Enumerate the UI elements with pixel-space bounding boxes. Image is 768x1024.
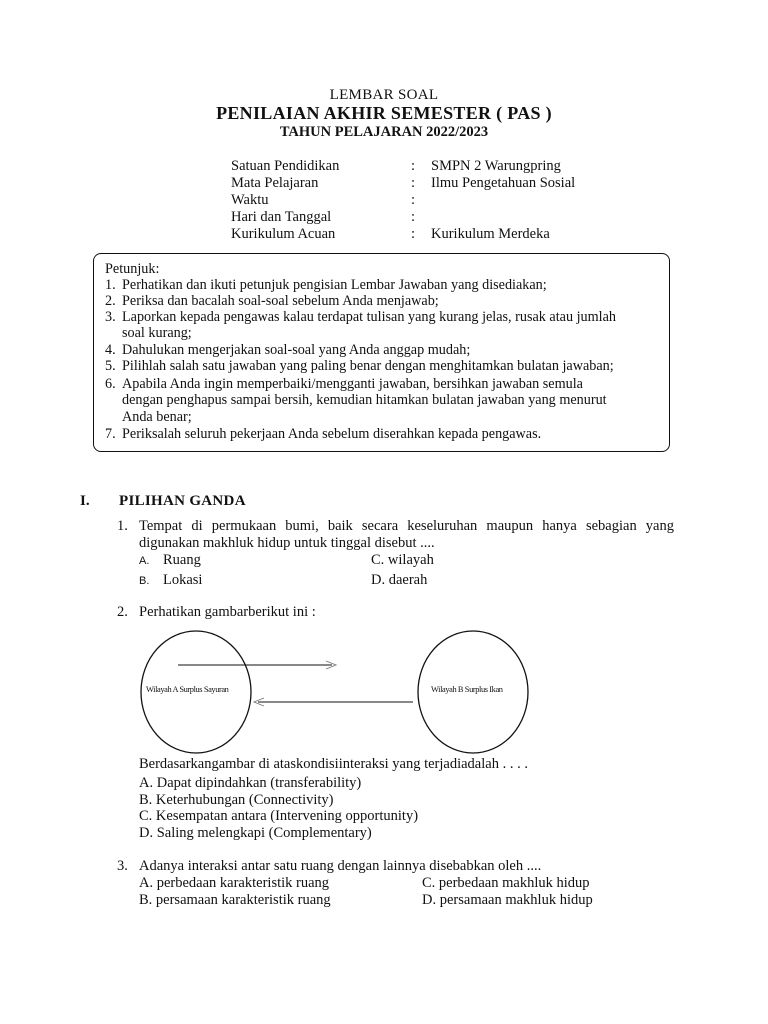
header-title-2: PENILAIAN AKHIR SEMESTER ( PAS ): [216, 103, 552, 123]
question-3-option-b: B. persamaan karakteristik ruang: [139, 892, 331, 908]
question-3-option-d: D. persamaan makhluk hidup: [422, 892, 593, 908]
instruction-num: 5.: [105, 358, 116, 374]
info-label-kurikulum: Kurikulum Acuan: [231, 226, 336, 242]
circle-b-label: Wilayah B Surplus Ikan: [431, 685, 503, 694]
question-2-option-b: B. Keterhubungan (Connectivity): [139, 792, 334, 808]
info-label-waktu: Waktu: [231, 192, 269, 208]
instruction-text: Laporkan kepada pengawas kalau terdapat tulisan yang kurang jelas, rusak atau jumlah: [122, 309, 617, 325]
question-1-option-b: Lokasi: [163, 572, 203, 588]
instruction-num: 3.: [105, 309, 116, 325]
question-2-text: Perhatikan gambarberikut ini :: [139, 604, 316, 620]
instruction-num: 2.: [105, 293, 116, 309]
instructions-title: Petunjuk:: [105, 261, 160, 277]
info-label-hari: Hari dan Tanggal: [231, 209, 332, 225]
question-3-option-a: A. perbedaan karakteristik ruang: [139, 875, 330, 891]
section-number: I.: [80, 493, 90, 509]
info-value-satuan: SMPN 2 Warungpring: [431, 158, 561, 174]
instruction-text: dengan penghapus sampai bersih, kemudian hitamkan bulatan jawaban yang menurut: [122, 392, 607, 408]
instruction-text: Apabila Anda ingin memperbaiki/mengganti jawaban, bersihkan jawaban semula: [122, 376, 583, 392]
question-1-option-a: Ruang: [163, 552, 201, 568]
question-1-number: 1.: [117, 518, 128, 534]
question-3-number: 3.: [117, 858, 128, 874]
info-colon: :: [411, 158, 416, 174]
info-colon: :: [411, 192, 416, 208]
question-3-option-c: C. perbedaan makhluk hidup: [422, 875, 590, 891]
question-2-option-c: C. Kesempatan antara (Intervening opportunity): [139, 808, 419, 824]
header-title-3: TAHUN PELAJARAN 2022/2023: [279, 124, 489, 140]
question-2-option-d: D. Saling melengkapi (Complementary): [139, 825, 372, 841]
instruction-num: 6.: [105, 376, 116, 392]
question-1-text-line2: digunakan makhluk hidup untuk tinggal disebut ....: [139, 535, 435, 551]
header-title-1: LEMBAR SOAL: [329, 87, 439, 103]
circle-a-label: Wilayah A Surplus Sayuran: [146, 685, 229, 694]
question-1-option-c: C. wilayah: [371, 552, 434, 568]
question-3-text: Adanya interaksi antar satu ruang dengan lainnya disebabkan oleh ....: [139, 858, 542, 874]
info-value-kurikulum: Kurikulum Merdeka: [431, 226, 550, 242]
info-colon: :: [411, 226, 416, 242]
instruction-text: Pilihlah salah satu jawaban yang paling benar dengan menghitamkan bulatan jawaban;: [122, 358, 614, 374]
instruction-text: Periksa dan bacalah soal-soal sebelum Anda menjawab;: [122, 293, 439, 309]
instruction-text: Periksalah seluruh pekerjaan Anda sebelum diserahkan kepada pengawas.: [122, 426, 542, 442]
question-2-number: 2.: [117, 604, 128, 620]
info-colon: :: [411, 175, 416, 191]
question-2-stem: Berdasarkangambar di ataskondisiinteraksi yang terjadiadalah . . . .: [139, 756, 528, 772]
instruction-num: 7.: [105, 426, 116, 442]
instruction-num: 4.: [105, 342, 116, 358]
question-2-option-a: A. Dapat dipindahkan (transferability): [139, 775, 362, 791]
instruction-text: Perhatikan dan ikuti petunjuk pengisian Lembar Jawaban yang disediakan;: [122, 277, 547, 293]
info-label-mapel: Mata Pelajaran: [231, 175, 319, 191]
question-1-option-d: D. daerah: [371, 572, 428, 588]
instruction-text: Dahulukan mengerjakan soal-soal yang Anda anggap mudah;: [122, 342, 471, 358]
instruction-text: Anda benar;: [122, 409, 192, 425]
option-letter-a: A.: [139, 555, 150, 567]
info-label-satuan: Satuan Pendidikan: [231, 158, 340, 174]
section-title: PILIHAN GANDA: [119, 493, 246, 509]
info-value-mapel: Ilmu Pengetahuan Sosial: [431, 175, 576, 191]
instruction-text: soal kurang;: [122, 325, 192, 341]
option-letter-b: B.: [139, 575, 150, 587]
question-1-text-line1: Tempat di permukaan bumi, baik secara keseluruhan maupun hanya sebagian yang: [139, 518, 674, 534]
info-colon: :: [411, 209, 416, 225]
instruction-num: 1.: [105, 277, 116, 293]
